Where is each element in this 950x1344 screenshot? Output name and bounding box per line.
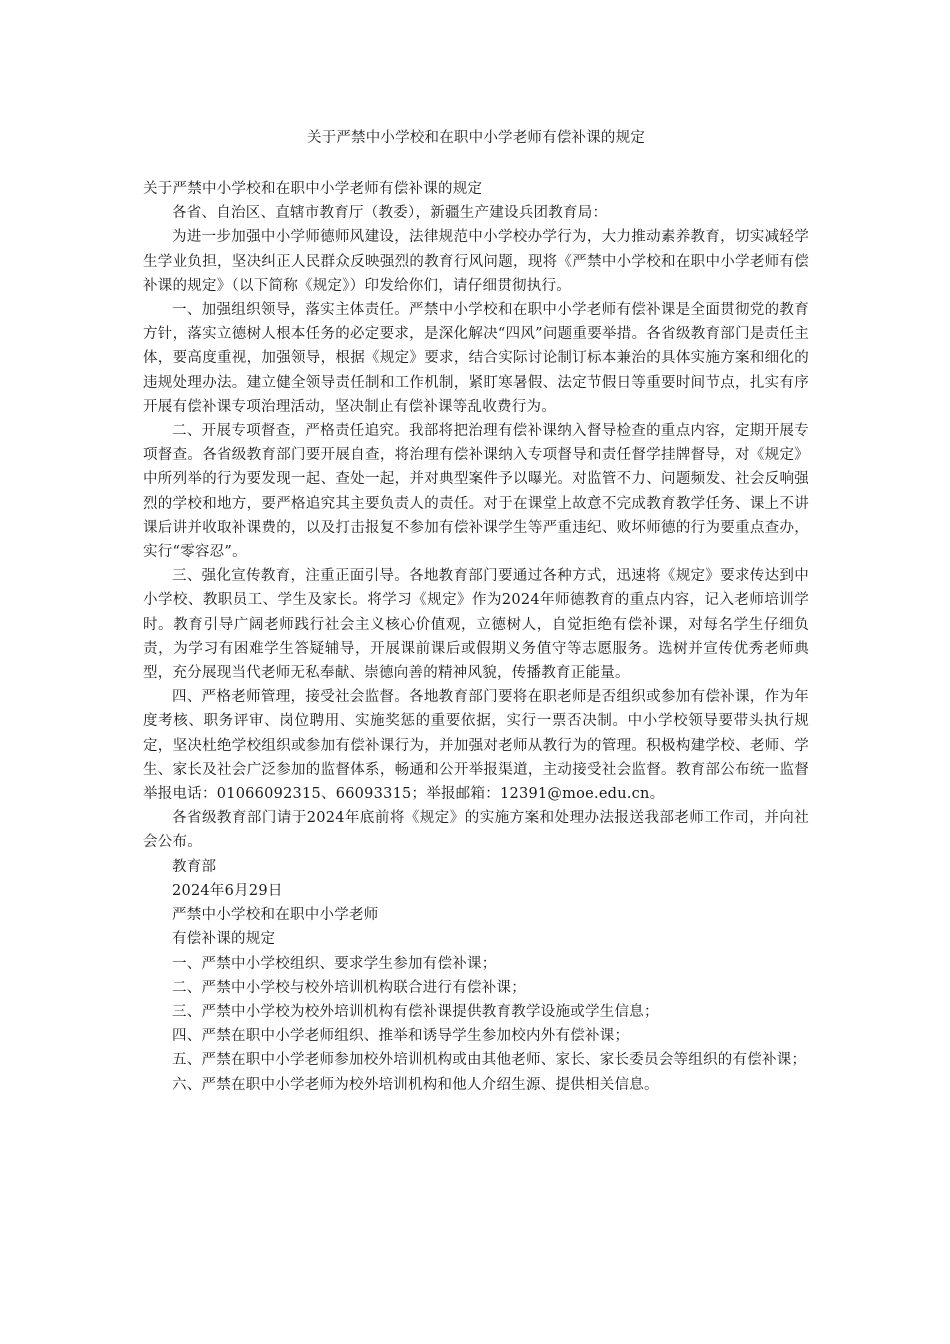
attachment-title-line-1: 严禁中小学校和在职中小学老师 xyxy=(172,907,379,924)
document-subtitle: 关于严禁中小学校和在职中小学老师有偿补课的规定 xyxy=(143,181,483,197)
rule-item-6: 六、严禁在职中小学老师为校外培训机构和他人介绍生源、提供相关信息。 xyxy=(172,1076,659,1093)
document-title: 关于严禁中小学校和在职中小学老师有偿补课的规定 xyxy=(306,130,646,146)
issuer: 教育部 xyxy=(172,858,217,875)
closing-paragraph: 各省级教育部门请于2024年底前将《规定》的实施方案和处理办法报送我部老师工作司，并向社会公布。 xyxy=(143,810,809,851)
salutation: 各省、自治区、直辖市教育厅（教委），新疆生产建设兵团教育局： xyxy=(172,205,608,222)
issue-date: 2024年6月29日 xyxy=(172,882,283,899)
rule-item-1: 一、严禁中小学校组织、要求学生参加有偿补课； xyxy=(172,955,497,972)
document-body xyxy=(143,177,809,1097)
section-paragraph-3: 三、强化宣传教育，注重正面引导。各地教育部门要通过各种方式，迅速将《规定》要求传达到中小学校、教职员工、学生及家长。将学习《规定》作为2024年师德教育的重点内容，记入老师培训学时。教育引导广阔老师践行社会主义核心价值观，立德树人，自觉拒绝有偿补课，对每名学生仔细负责，为学习有困难学生答疑辅导，开展课前课后或假期义务值守等志愿服务。选树并宣传优秀老师典型，充分展现当代老师无私奉献、崇德向善的精神风貌，传播教育正能量。 xyxy=(143,568,809,682)
section-paragraph-2: 二、开展专项督查，严格责任追究。我部将把治理有偿补课纳入督导检查的重点内容，定期开展专项督查。各省级教育部门要开展自查，将治理有偿补课纳入专项督导和责任督学挂牌督导，对《规定》中所列举的行为要发现一起、查处一起，并对典型案件予以曝光。对监管不力、问题频发、社会反响强烈的学校和地方，要严格追究其主要负责人的责任。对于在课堂上故意不完成教育教学任务、课上不讲课后讲并收取补课费的，以及打击报复不参加有偿补课学生等严重违纪、败坏师德的行为要重点查办，实行“零容忍”。 xyxy=(143,423,809,561)
rule-item-3: 三、严禁中小学校为校外培训机构有偿补课提供教育教学设施或学生信息； xyxy=(172,1003,659,1020)
section-paragraph-4: 四、严格老师管理，接受社会监督。各地教育部门要将在职老师是否组织或参加有偿补课，作为年度考核、职务评审、岗位聘用、实施奖惩的重要依据，实行一票否决制。中小学校领导要带头执行规定，坚决杜绝学校组织或参加有偿补课行为，并加强对老师从教行为的管理。积极构建学校、老师、学生、家长及社会广泛参加的监督体系，畅通和公开举报渠道，主动接受社会监督。教育部公布统一监督举报电话：01066092315、66093315；举报邮箱：12391@moe.edu.cn。 xyxy=(143,689,809,803)
section-paragraph-1: 一、加强组织领导，落实主体责任。严禁中小学校和在职中小学老师有偿补课是全面贯彻党的教育方针，落实立德树人根本任务的必定要求，是深化解决“四风”问题重要举措。各省级教育部门是责任主体，要高度重视，加强领导，根据《规定》要求，结合实际讨论制订标本兼治的具体实施方案和细化的违规处理办法。建立健全领导责任制和工作机制，紧盯寒暑假、法定节假日等重要时间节点，扎实有序开展有偿补课专项治理活动，坚决制止有偿补课等乱收费行为。 xyxy=(143,302,809,415)
intro-paragraph: 为进一步加强中小学师德师风建设，法律规范中小学校办学行为，大力推动素养教育，切实减轻学生学业负担，坚决纠正人民群众反映强烈的教育行风问题，现将《严禁中小学校和在职中小学老师有偿补课的规定》（以下简称《规定》）印发给你们，请仔细贯彻执行。 xyxy=(143,229,809,294)
attachment-title-line-2: 有偿补课的规定 xyxy=(172,931,276,948)
rule-item-4: 四、严禁在职中小学老师组织、推举和诱导学生参加校内外有偿补课； xyxy=(172,1028,630,1045)
rule-item-2: 二、严禁中小学校与校外培训机构联合进行有偿补课； xyxy=(172,979,526,996)
rule-item-5: 五、严禁在职中小学老师参加校外培训机构或由其他老师、家长、家长委员会等组织的有偿补课； xyxy=(172,1052,807,1069)
